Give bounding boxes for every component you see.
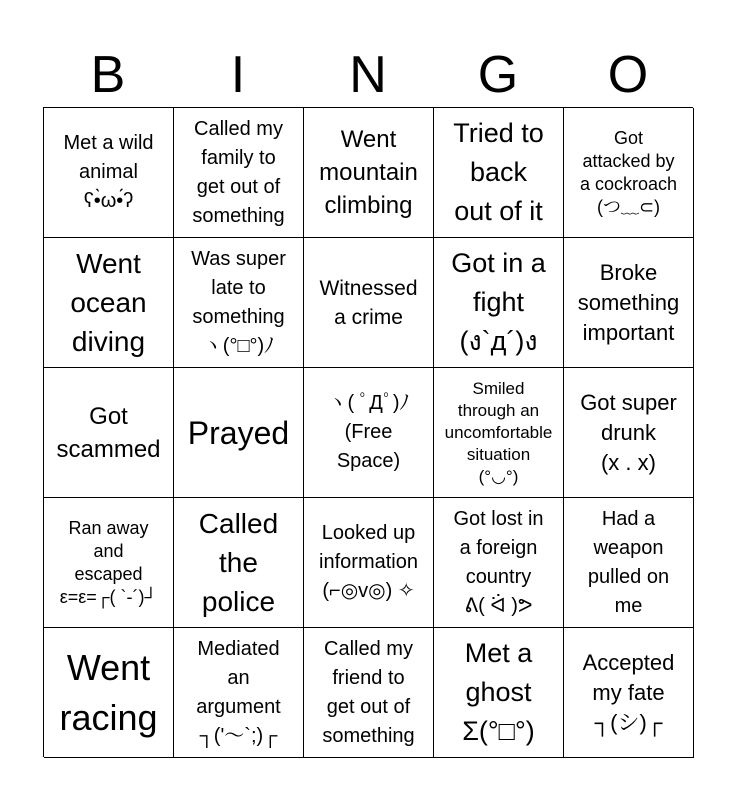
header-letter-g: G bbox=[477, 46, 519, 104]
cell-text: Prayed bbox=[187, 414, 290, 451]
cell-text: Met a wild animal ʕ•̀ω•́ʔ bbox=[63, 132, 154, 212]
bingo-cell[interactable] bbox=[564, 498, 694, 628]
bingo-cell[interactable] bbox=[564, 108, 694, 238]
bingo-cell[interactable] bbox=[174, 238, 304, 368]
cell-text: Was super late to something ヽ(°□°)ﾉ bbox=[191, 247, 286, 357]
bingo-cell[interactable] bbox=[44, 238, 174, 368]
bingo-cell[interactable] bbox=[44, 498, 174, 628]
cell-text: Mediated an argument ┐('～`;)┌ bbox=[196, 637, 281, 747]
bingo-cell[interactable] bbox=[44, 628, 174, 758]
bingo-cell[interactable] bbox=[174, 368, 304, 498]
cell-text: Got in a fight (ง`д´)ง bbox=[451, 248, 546, 356]
bingo-cell[interactable] bbox=[434, 498, 564, 628]
bingo-cell[interactable] bbox=[304, 238, 434, 368]
cell-text: ヽ( ﾟДﾟ)ﾉ (Free Space) bbox=[327, 392, 410, 472]
bingo-cell[interactable] bbox=[434, 628, 564, 758]
cell-text: Smiled through an uncomfortable situation (°◡°) bbox=[444, 378, 553, 486]
cell-text: Looked up information (⌐◎v◎) ✧ bbox=[319, 522, 418, 602]
bingo-board bbox=[43, 107, 693, 757]
bingo-cell[interactable] bbox=[564, 238, 694, 368]
cell-text: Broke something important bbox=[577, 259, 680, 345]
cell-text: Called my friend to get out of something bbox=[322, 637, 415, 747]
header-letter-o: O bbox=[607, 46, 649, 104]
bingo-cell[interactable] bbox=[564, 628, 694, 758]
cell-text: Met a ghost Σ(°□°) bbox=[462, 638, 535, 746]
cell-text: Got super drunk (x . x) bbox=[580, 389, 677, 475]
header-letter-b: B bbox=[90, 46, 126, 104]
cell-text: Tried to back out of it bbox=[453, 118, 544, 226]
cell-text: Went racing bbox=[59, 646, 158, 738]
cell-text: Got scammed bbox=[56, 402, 161, 463]
header-letter-n: N bbox=[349, 46, 387, 104]
bingo-header bbox=[43, 44, 693, 106]
bingo-cell[interactable] bbox=[174, 108, 304, 238]
free-space-cell[interactable] bbox=[304, 368, 434, 498]
bingo-cell[interactable] bbox=[44, 108, 174, 238]
bingo-cell[interactable] bbox=[304, 498, 434, 628]
cell-text: Called my family to get out of something bbox=[192, 117, 285, 227]
bingo-cell[interactable] bbox=[174, 628, 304, 758]
bingo-cell[interactable] bbox=[304, 108, 434, 238]
cell-text: Went ocean diving bbox=[70, 248, 147, 357]
cell-text: Called the police bbox=[198, 508, 279, 617]
cell-text: Witnessed a crime bbox=[319, 276, 418, 329]
bingo-cell[interactable] bbox=[434, 108, 564, 238]
header-letter-i: I bbox=[230, 46, 246, 104]
cell-text: Got lost in a foreign country ᕕ( ᐛ )ᕗ bbox=[453, 507, 544, 617]
cell-text: Accepted my fate ┐(シ)┌ bbox=[582, 649, 675, 735]
bingo-cell[interactable] bbox=[44, 368, 174, 498]
cell-text: Had a weapon pulled on me bbox=[587, 507, 670, 617]
bingo-cell[interactable] bbox=[564, 368, 694, 498]
cell-text: Ran away and escaped ε=ε=┌( `-´)┘ bbox=[59, 517, 158, 607]
cell-text: Got attacked by a cockroach (つ﹏⊂) bbox=[579, 127, 678, 217]
bingo-cell[interactable] bbox=[174, 498, 304, 628]
bingo-cell[interactable] bbox=[434, 238, 564, 368]
bingo-cell[interactable] bbox=[304, 628, 434, 758]
bingo-cell[interactable] bbox=[434, 368, 564, 498]
cell-text: Went mountain climbing bbox=[319, 126, 418, 219]
